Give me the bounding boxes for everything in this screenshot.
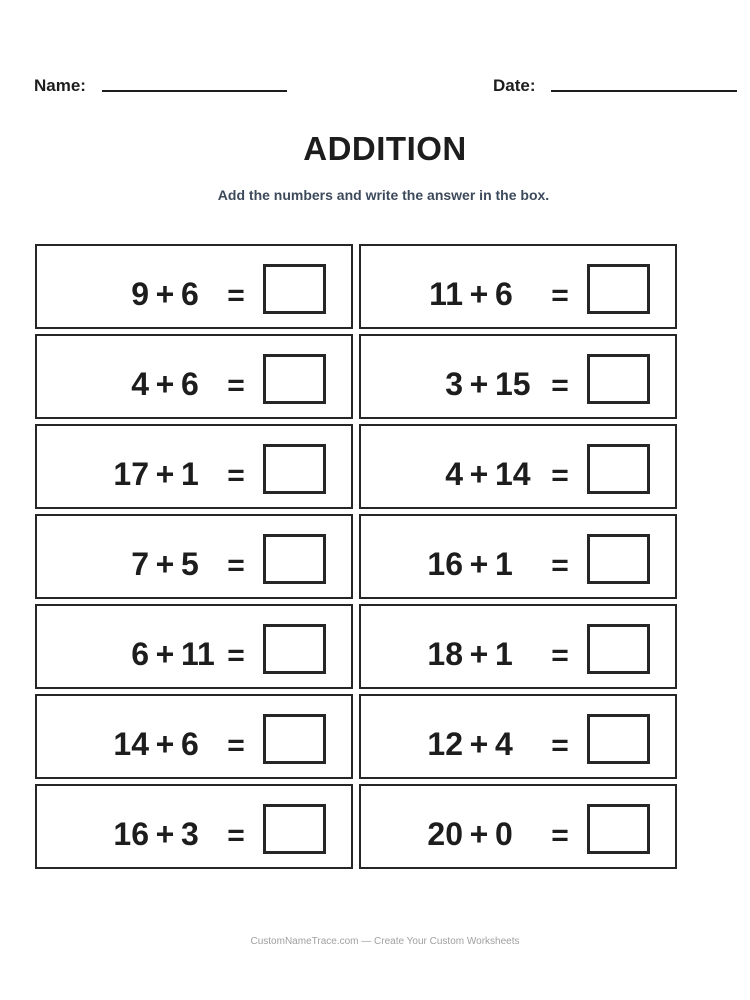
answer-box[interactable]	[263, 714, 326, 764]
answer-box[interactable]	[263, 354, 326, 404]
problem-expression	[419, 336, 531, 417]
problem-expression	[105, 696, 199, 777]
equals-sign: =	[227, 369, 245, 402]
problem-cell	[359, 424, 677, 509]
plus-sign: +	[155, 546, 175, 582]
first-addend: 11	[429, 276, 463, 312]
first-addend: 7	[131, 546, 149, 582]
second-addend: 5	[181, 546, 199, 582]
answer-box[interactable]	[263, 264, 326, 314]
first-addend: 4	[131, 366, 149, 402]
problem-cell	[35, 244, 353, 329]
equals-sign: =	[227, 729, 245, 762]
problem-expression	[419, 786, 513, 867]
plus-sign: +	[155, 726, 175, 762]
second-addend: 6	[181, 366, 199, 402]
equals-sign: =	[227, 459, 245, 492]
first-addend: 16	[427, 546, 463, 582]
footer-text: CustomNameTrace.com — Create Your Custom Worksheets	[250, 936, 520, 947]
problem-cell	[35, 334, 353, 419]
answer-box[interactable]	[587, 264, 650, 314]
plus-sign: +	[469, 366, 489, 402]
problem-expression	[105, 426, 199, 507]
problem-expression	[105, 336, 199, 417]
plus-sign: +	[155, 456, 175, 492]
problem-expression	[105, 246, 199, 327]
equals-sign: =	[227, 639, 245, 672]
answer-box[interactable]	[587, 804, 650, 854]
answer-box[interactable]	[263, 804, 326, 854]
plus-sign: +	[469, 636, 489, 672]
problem-expression	[105, 606, 215, 687]
problem-cell	[359, 604, 677, 689]
first-addend: 12	[427, 726, 463, 762]
answer-box[interactable]	[587, 714, 650, 764]
instructions-text: Add the numbers and write the answer in the box.	[217, 187, 550, 203]
problem-cell	[35, 424, 353, 509]
plus-sign: +	[469, 726, 489, 762]
problem-cell	[35, 514, 353, 599]
plus-sign: +	[469, 276, 489, 312]
problem-cell	[359, 694, 677, 779]
second-addend: 1	[495, 636, 513, 672]
first-addend: 9	[131, 276, 149, 312]
problem-expression	[419, 426, 531, 507]
first-addend: 18	[427, 636, 463, 672]
second-addend: 0	[495, 816, 513, 852]
problem-cell	[359, 514, 677, 599]
problem-expression	[419, 246, 513, 327]
equals-sign: =	[551, 369, 569, 402]
plus-sign: +	[155, 276, 175, 312]
plus-sign: +	[469, 456, 489, 492]
second-addend: 4	[495, 726, 513, 762]
first-addend: 4	[445, 456, 463, 492]
answer-box[interactable]	[263, 534, 326, 584]
second-addend: 15	[495, 366, 531, 402]
plus-sign: +	[469, 546, 489, 582]
first-addend: 3	[445, 366, 463, 402]
equals-sign: =	[227, 279, 245, 312]
plus-sign: +	[469, 816, 489, 852]
problem-expression	[105, 516, 199, 597]
equals-sign: =	[227, 819, 245, 852]
problem-expression	[419, 696, 513, 777]
first-addend: 14	[113, 726, 149, 762]
equals-sign: =	[551, 459, 569, 492]
answer-box[interactable]	[587, 534, 650, 584]
second-addend: 6	[181, 276, 199, 312]
problem-cell	[35, 694, 353, 779]
equals-sign: =	[551, 639, 569, 672]
first-addend: 16	[113, 816, 149, 852]
page-title: ADDITION	[303, 130, 467, 167]
problem-cell	[359, 784, 677, 869]
date-label: Date:	[493, 76, 536, 95]
second-addend: 14	[495, 456, 531, 492]
equals-sign: =	[551, 819, 569, 852]
second-addend: 6	[495, 276, 513, 312]
name-line[interactable]	[102, 90, 287, 92]
equals-sign: =	[551, 729, 569, 762]
date-line[interactable]	[551, 90, 737, 92]
problem-cell	[359, 334, 677, 419]
second-addend: 11	[181, 636, 215, 672]
equals-sign: =	[551, 549, 569, 582]
first-addend: 17	[113, 456, 149, 492]
first-addend: 6	[131, 636, 149, 672]
first-addend: 20	[427, 816, 463, 852]
problem-cell	[35, 784, 353, 869]
name-label: Name:	[34, 76, 86, 95]
problem-expression	[105, 786, 199, 867]
problem-expression	[419, 516, 513, 597]
problem-cell	[35, 604, 353, 689]
second-addend: 1	[181, 456, 199, 492]
plus-sign: +	[155, 366, 175, 402]
problem-cell	[359, 244, 677, 329]
problem-expression	[419, 606, 513, 687]
second-addend: 6	[181, 726, 199, 762]
answer-box[interactable]	[263, 444, 326, 494]
equals-sign: =	[227, 549, 245, 582]
answer-box[interactable]	[587, 444, 650, 494]
second-addend: 1	[495, 546, 513, 582]
answer-box[interactable]	[587, 354, 650, 404]
answer-box[interactable]	[263, 624, 326, 674]
plus-sign: +	[155, 636, 175, 672]
second-addend: 3	[181, 816, 199, 852]
plus-sign: +	[155, 816, 175, 852]
answer-box[interactable]	[587, 624, 650, 674]
equals-sign: =	[551, 279, 569, 312]
